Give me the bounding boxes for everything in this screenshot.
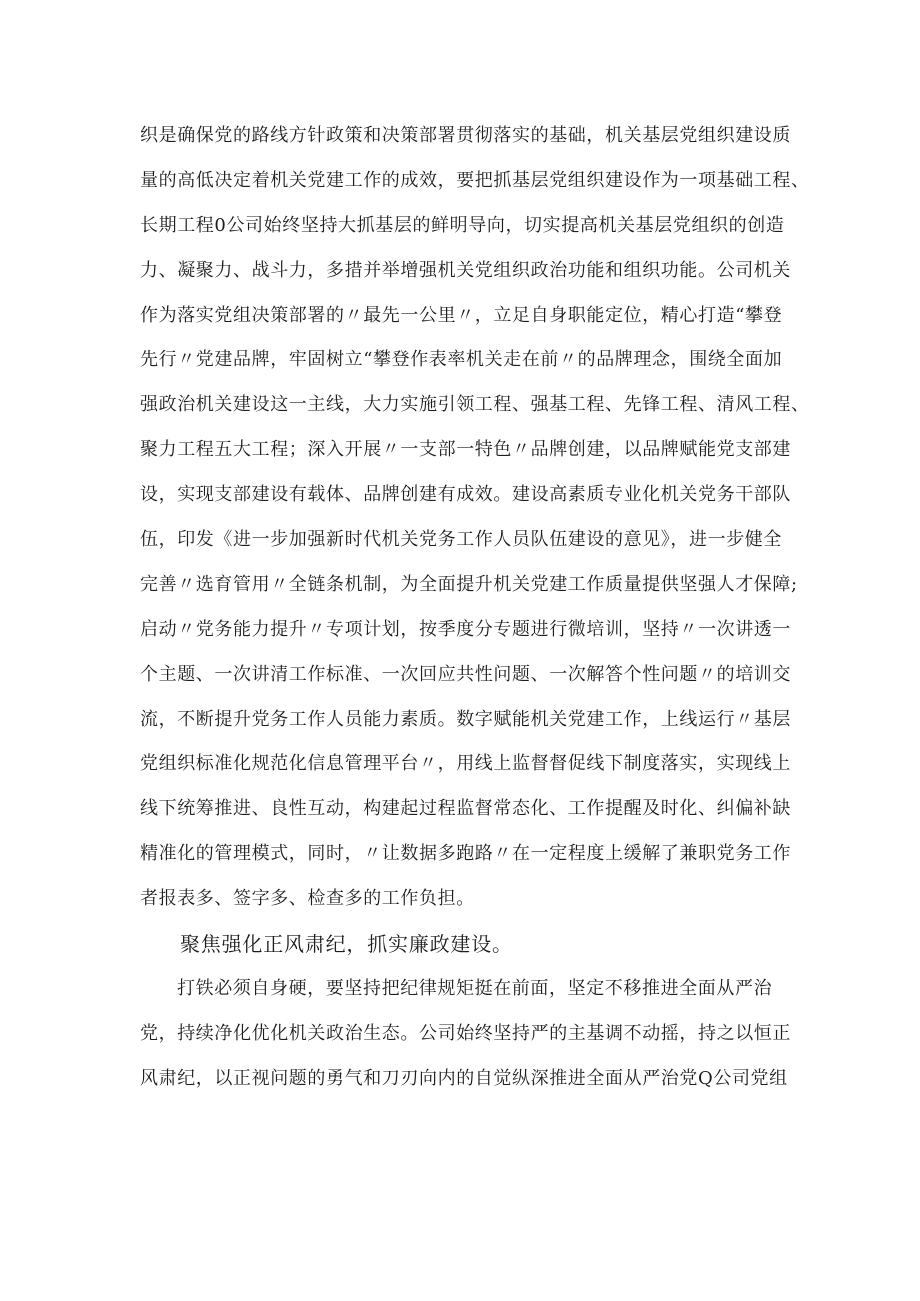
paragraph-party-building — [140, 114, 810, 922]
text-line: 聚力工程五大工程；深入开展〃一支部一特色〃品牌创建，以品牌赋能党支部建 — [140, 439, 791, 461]
text-line: 线下统筹推进、良性互动，构建起过程监督常态化、工作提醒及时化、纠偏补缺 — [140, 798, 791, 820]
text-line: 力、凝聚力、战斗力，多措并举增强机关党组织政治功能和组织功能。公司机关 — [140, 259, 791, 281]
text-line: 完善〃选育管用〃全链条机制，为全面提升机关党建工作质量提供坚强人才保障; — [140, 573, 798, 595]
text-line: 量的高低决定着机关党建工作的成效，要把抓基层党组织建设作为一项基础工程、 — [140, 169, 810, 191]
text-line: 党，持续净化优化机关政治生态。公司始终坚持严的主基调不动摇，持之以恒正 — [140, 1022, 791, 1044]
paragraph-discipline — [140, 967, 800, 1102]
text-line: 作为落实党组决策部署的〃最先一公里〃，立足自身职能定位，精心打造“攀登 — [140, 304, 783, 326]
text-line: 流，不断提升党务工作人员能力素质。数字赋能机关党建工作，上线运行〃基层 — [140, 708, 791, 730]
section-heading: 聚焦强化正风肃纪，抓实廉政建设。 — [180, 932, 513, 957]
text-line: 精准化的管理模式，同时，〃让数据多跑路〃在一定程度上缓解了兼职党务工作 — [140, 843, 791, 865]
text-line: 个主题、一次讲清工作标准、一次回应共性问题、一次解答个性问题〃的培训交 — [140, 663, 791, 685]
text-line: 伍，印发《进一步加强新时代机关党务工作人员队伍建设的意见》，进一步健全 — [140, 529, 782, 551]
text-line: 先行〃党建品牌，牢固树立“攀登作表率机关走在前〃的品牌理念，围绕全面加 — [140, 349, 783, 371]
text-line: 打铁必须自身硬，要坚持把纪律规矩挺在前面，坚定不移推进全面从严治 — [177, 977, 773, 999]
text-line: 党组织标准化规范化信息管理平台〃，用线上监督督促线下制度落实，实现线上 — [140, 753, 791, 775]
text-line: 者报表多、签字多、检查多的工作负担。 — [140, 888, 475, 910]
text-line: 长期工程0公司始终坚持大抓基层的鲜明导向，切实提高机关基层党组织的创造 — [140, 214, 785, 236]
text-line: 织是确保党的路线方针政策和决策部署贯彻落实的基础，机关基层党组织建设质 — [140, 125, 791, 146]
document-body — [140, 114, 810, 1102]
text-line: 强政治机关建设这一主线，大力实施引领工程、强基工程、先锋工程、清风工程、 — [140, 394, 810, 416]
text-line: 启动〃党务能力提升〃专项计划，按季度分专题进行微培训，坚持〃一次讲透一 — [140, 618, 791, 640]
text-line: 设，实现支部建设有载体、品牌创建有成效。建设高素质专业化机关党务干部队 — [140, 484, 791, 506]
text-line: 风肃纪，以正视问题的勇气和刀刃向内的自觉纵深推进全面从严治党Q公司党组 — [140, 1067, 788, 1089]
